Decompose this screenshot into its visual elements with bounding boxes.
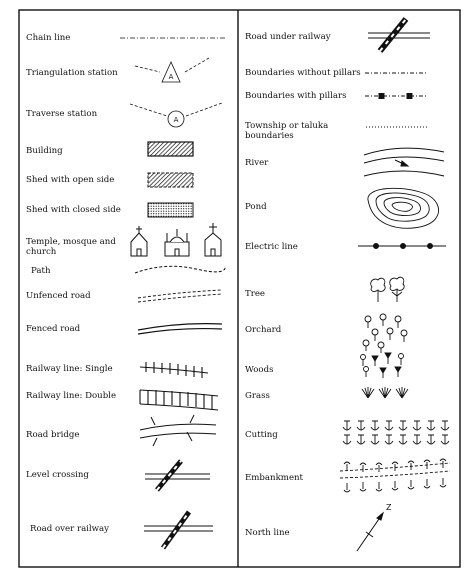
traverse-station-symbol	[130, 103, 222, 127]
label-pond: Pond	[245, 202, 267, 212]
orchard-symbol	[363, 314, 407, 353]
label-triangulation-station: Triangulation station	[26, 68, 118, 78]
north-line-mark: Z	[386, 503, 392, 512]
triangulation-station-mark: A	[168, 73, 174, 81]
unfenced-road-symbol	[138, 290, 222, 302]
label-tree: Tree	[245, 289, 266, 299]
label-grass: Grass	[245, 391, 270, 401]
shed-open-side-symbol	[148, 173, 193, 187]
temple-mosque-church-symbol	[131, 223, 221, 256]
label-level-crossing: Level crossing	[26, 470, 89, 480]
road-over-railway-symbol	[144, 512, 213, 548]
label-traverse-station: Traverse station	[26, 109, 98, 119]
label-railway-double: Railway line: Double	[26, 391, 117, 401]
label-shed-open-side: Shed with open side	[26, 175, 115, 185]
path-symbol	[135, 266, 225, 273]
fenced-road-symbol	[138, 324, 222, 334]
tree-symbol	[371, 277, 405, 302]
shed-closed-side-symbol	[148, 203, 193, 217]
road-bridge-symbol	[140, 415, 216, 446]
label-township-taluka-boundaries: Township or taluka boundaries	[245, 121, 329, 141]
north-line-symbol	[357, 503, 392, 551]
label-road-over-railway: Road over railway	[30, 524, 110, 534]
road-under-railway-symbol	[368, 19, 430, 51]
label-fenced-road: Fenced road	[26, 324, 81, 334]
label-woods: Woods	[245, 365, 274, 375]
cutting-symbol	[343, 421, 449, 444]
label-orchard: Orchard	[245, 325, 282, 335]
boundaries-with-pillars-symbol	[365, 94, 428, 99]
label-building: Building	[26, 146, 63, 156]
label-chain-line: Chain line	[26, 33, 71, 43]
label-boundaries-without-pillars: Boundaries without pillars	[245, 68, 361, 78]
building-symbol	[148, 142, 193, 156]
electric-line-symbol	[358, 244, 446, 249]
label-unfenced-road: Unfenced road	[26, 291, 91, 301]
label-river: River	[245, 158, 269, 168]
label-shed-closed-side: Shed with closed side	[26, 205, 121, 215]
embankment-symbol	[340, 459, 450, 492]
label-temple-mosque-church: Temple, mosque and church	[26, 237, 116, 257]
label-embankment: Embankment	[245, 473, 304, 483]
label-boundaries-with-pillars: Boundaries with pillars	[245, 91, 347, 101]
railway-double-symbol	[140, 390, 218, 410]
grass-symbol	[362, 387, 408, 398]
river-symbol	[364, 148, 444, 176]
woods-symbol	[361, 353, 404, 378]
triangulation-station-symbol	[135, 58, 209, 82]
railway-single-symbol	[140, 362, 208, 378]
pond-symbol	[368, 188, 439, 228]
label-north-line: North line	[245, 528, 290, 538]
label-cutting: Cutting	[245, 430, 278, 440]
label-road-under-railway: Road under railway	[245, 32, 331, 42]
traverse-station-mark: A	[173, 116, 179, 124]
label-road-bridge: Road bridge	[26, 430, 80, 440]
label-railway-single: Railway line: Single	[26, 364, 113, 374]
label-electric-line: Electric line	[245, 242, 298, 252]
level-crossing-symbol	[145, 461, 210, 490]
label-path: Path	[31, 266, 51, 276]
